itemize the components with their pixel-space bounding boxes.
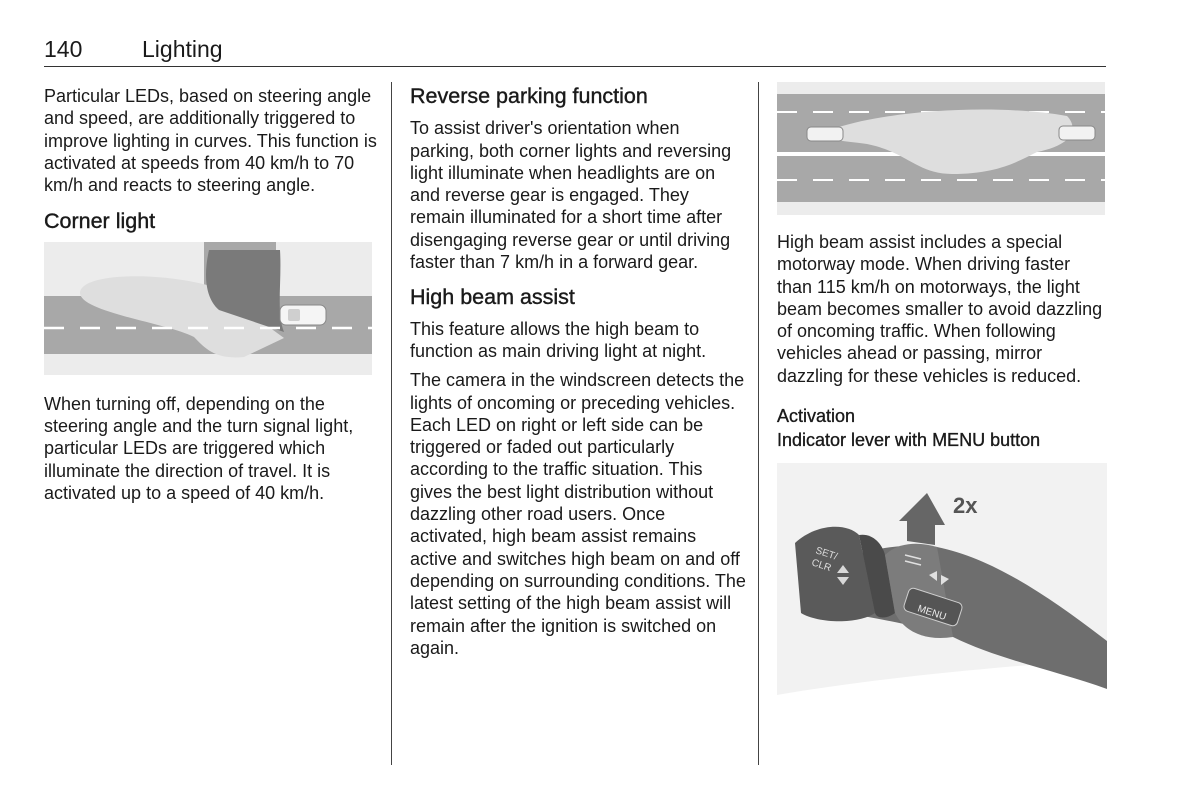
- corner-light-paragraph: When turning off, depending on the steering angle and the turn signal light, particular LEDs are triggered which illuminate the direction of travel. It is activated up to a speed of 40 km/h.: [44, 393, 354, 503]
- high-beam-assist-paragraph-1: This feature allows the high beam to function as main driving light at night.: [410, 318, 707, 361]
- set-label: SET/: [814, 545, 839, 563]
- indicator-lever-illustration: [777, 463, 1107, 727]
- header-rule: [44, 66, 1106, 67]
- press-twice-label: 2x: [953, 493, 978, 519]
- activation-heading: Activation: [777, 406, 856, 427]
- column-3: [777, 82, 1107, 727]
- column-divider-right: [758, 82, 759, 765]
- corner-light-illustration: [44, 242, 372, 375]
- column-1: [44, 85, 379, 504]
- corner-light-heading: Corner light: [44, 209, 156, 234]
- clr-label: CLR: [810, 557, 833, 575]
- motorway-mode-illustration: [777, 82, 1105, 215]
- high-beam-assist-heading: High beam assist: [410, 285, 575, 310]
- column-2: [410, 85, 746, 659]
- motorway-mode-paragraph: High beam assist includes a special motorway mode. When driving faster than 115 km/h on motorways, the light beam becomes smaller to avoid dazzling of oncoming traffic. When following vehicles ahead or passing, mirror dazzling for these vehicles is reduced.: [777, 232, 1103, 386]
- intro-paragraph: Particular LEDs, based on steering angle and speed, are additionally triggered to improve lighting in curves. This function is activated at speeds from 40 km/h to 70 km/h and reacts to steering angle.: [44, 86, 377, 196]
- indicator-lever-heading: Indicator lever with MENU button: [777, 430, 1041, 451]
- column-divider-left: [391, 82, 392, 765]
- menu-button-label: MENU: [916, 603, 948, 624]
- reverse-parking-heading: Reverse parking function: [410, 84, 648, 108]
- section-title: Lighting: [142, 36, 223, 62]
- page-number: 140: [44, 36, 83, 62]
- reverse-parking-paragraph: To assist driver's orientation when parking, both corner lights and reversing light illuminate when headlights are on and reverse gear is engaged. They remain illuminated for a short time after disengaging reverse gear or until driving faster than 7 km/h in a forward gear.: [410, 118, 732, 273]
- high-beam-assist-paragraph-2: The camera in the windscreen detects the lights of oncoming or preceding vehicles. Each LED on right or left side can be triggered or faded out particularly according to the traffic situation. This gives the best light distribution without dazzling other road users. Once activated, high beam assist remains active and switches high beam on and off depending on surrounding conditions. The latest setting of the high beam assist will remain after the ignition is switched on again.: [410, 370, 746, 658]
